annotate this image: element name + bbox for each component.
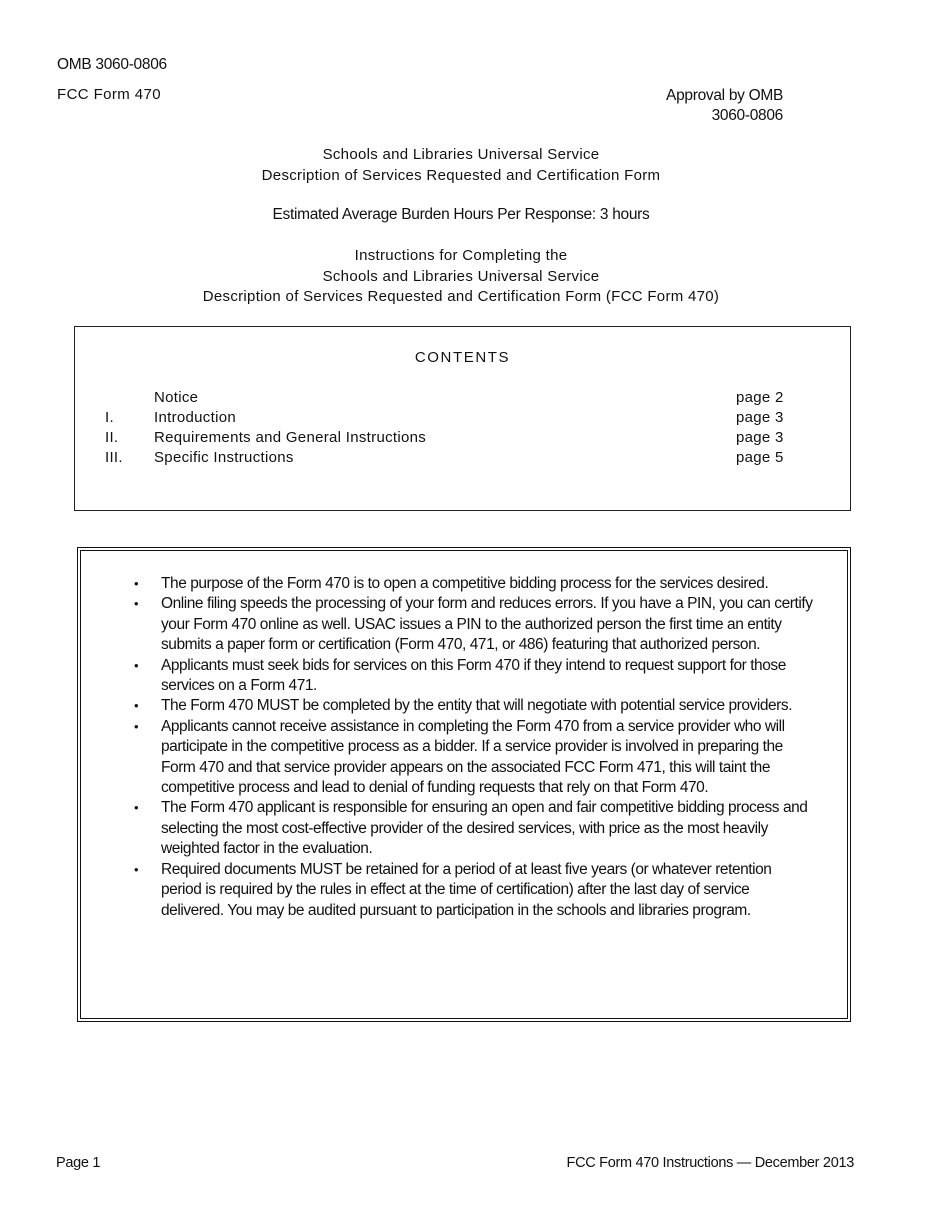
approval-line-1: Approval by OMB: [666, 87, 783, 104]
toc-number: II.: [105, 429, 119, 446]
list-item-text: The Form 470 applicant is responsible for ensuring an open and fair competitive bidding process and selecting the most cost-effective provider of the desired services, with price as the most heavily weighted factor in the evaluation.: [161, 799, 808, 858]
list-item-text: The Form 470 MUST be completed by the entity that will negotiate with potential service providers.: [161, 697, 793, 715]
list-item-text: The purpose of the Form 470 is to open a competitive bidding process for the services desired.: [161, 575, 769, 592]
list-item: [134, 860, 815, 921]
omb-approval: [666, 86, 783, 126]
toc-row-requirements: [75, 429, 850, 449]
toc-label: Introduction: [154, 409, 236, 426]
toc-page: page 2: [736, 389, 784, 406]
instructions-title-line-3: Description of Services Requested and Certification Form (FCC Form 470): [202, 288, 720, 305]
contents-heading: CONTENTS: [414, 349, 511, 366]
omb-number: OMB 3060-0806: [57, 56, 167, 73]
toc-row-notice: [75, 389, 850, 409]
table-of-contents: [75, 389, 850, 469]
toc-label: Specific Instructions: [154, 449, 294, 466]
approval-line-2: 3060-0806: [711, 107, 783, 124]
list-item: [134, 656, 815, 697]
list-item-text: Online filing speeds the processing of your form and reduces errors. If you have a PIN, you can certify your Form 470 online as well. USAC issues a PIN to the authorized person the first time an entity submits a paper form or certification (Form 470, 471, or 486) featuring that authorized person.: [161, 595, 813, 654]
key-points-box: [80, 550, 848, 1019]
toc-label: Notice: [154, 389, 199, 406]
instructions-title-line-1: Instructions for Completing the: [354, 247, 568, 264]
toc-page: page 3: [736, 409, 784, 426]
title-line-2: Description of Services Requested and Certification Form: [261, 166, 661, 184]
toc-page: page 3: [736, 429, 784, 446]
toc-number: III.: [105, 449, 123, 466]
list-item: [134, 594, 815, 655]
form-id: FCC Form 470: [57, 86, 161, 103]
toc-number: I.: [105, 409, 114, 426]
page-number: Page 1: [56, 1155, 101, 1171]
form-title: [0, 145, 922, 186]
bullet-icon: •: [134, 718, 139, 734]
list-item: [134, 717, 815, 799]
bullet-icon: •: [134, 861, 139, 877]
list-item: [134, 696, 815, 716]
toc-row-specific-instructions: [75, 449, 850, 469]
burden-statement: Estimated Average Burden Hours Per Response: 3 hours: [272, 206, 650, 223]
list-item-text: Applicants cannot receive assistance in completing the Form 470 from a service provider who will participate in the competitive process as a bidder. If a service provider is involved in preparing the Form 470 and that service provider appears on the associated FCC Form 471, this will taint the competitive process and lead to denial of funding requests that rely on that Form 470.: [161, 717, 785, 797]
list-item-text: Applicants must seek bids for services on this Form 470 if they intend to request support for those services on a Form 471.: [161, 656, 786, 695]
instructions-title-line-2: Schools and Libraries Universal Service: [322, 267, 600, 285]
title-line-1: Schools and Libraries Universal Service: [322, 146, 600, 163]
list-item-text: Required documents MUST be retained for a period of at least five years (or whatever retention period is required by the rules in effect at the time of certification) after the last day of service delivered. You may be audited pursuant to participation in the schools and libraries program.: [161, 860, 772, 919]
bullet-icon: •: [134, 576, 139, 591]
bullet-icon: •: [134, 596, 139, 612]
toc-page: page 5: [736, 449, 784, 466]
list-item: [134, 574, 815, 594]
toc-label: Requirements and General Instructions: [154, 429, 427, 446]
bullet-icon: •: [134, 657, 139, 673]
toc-row-introduction: [75, 409, 850, 429]
bullet-icon: •: [134, 698, 139, 714]
list-item: [134, 798, 815, 859]
document-footer: FCC Form 470 Instructions — December 2013: [566, 1155, 854, 1171]
instructions-title: [0, 246, 922, 308]
bullet-icon: •: [134, 800, 139, 816]
contents-box: [74, 326, 851, 511]
key-points-list: [134, 574, 815, 921]
